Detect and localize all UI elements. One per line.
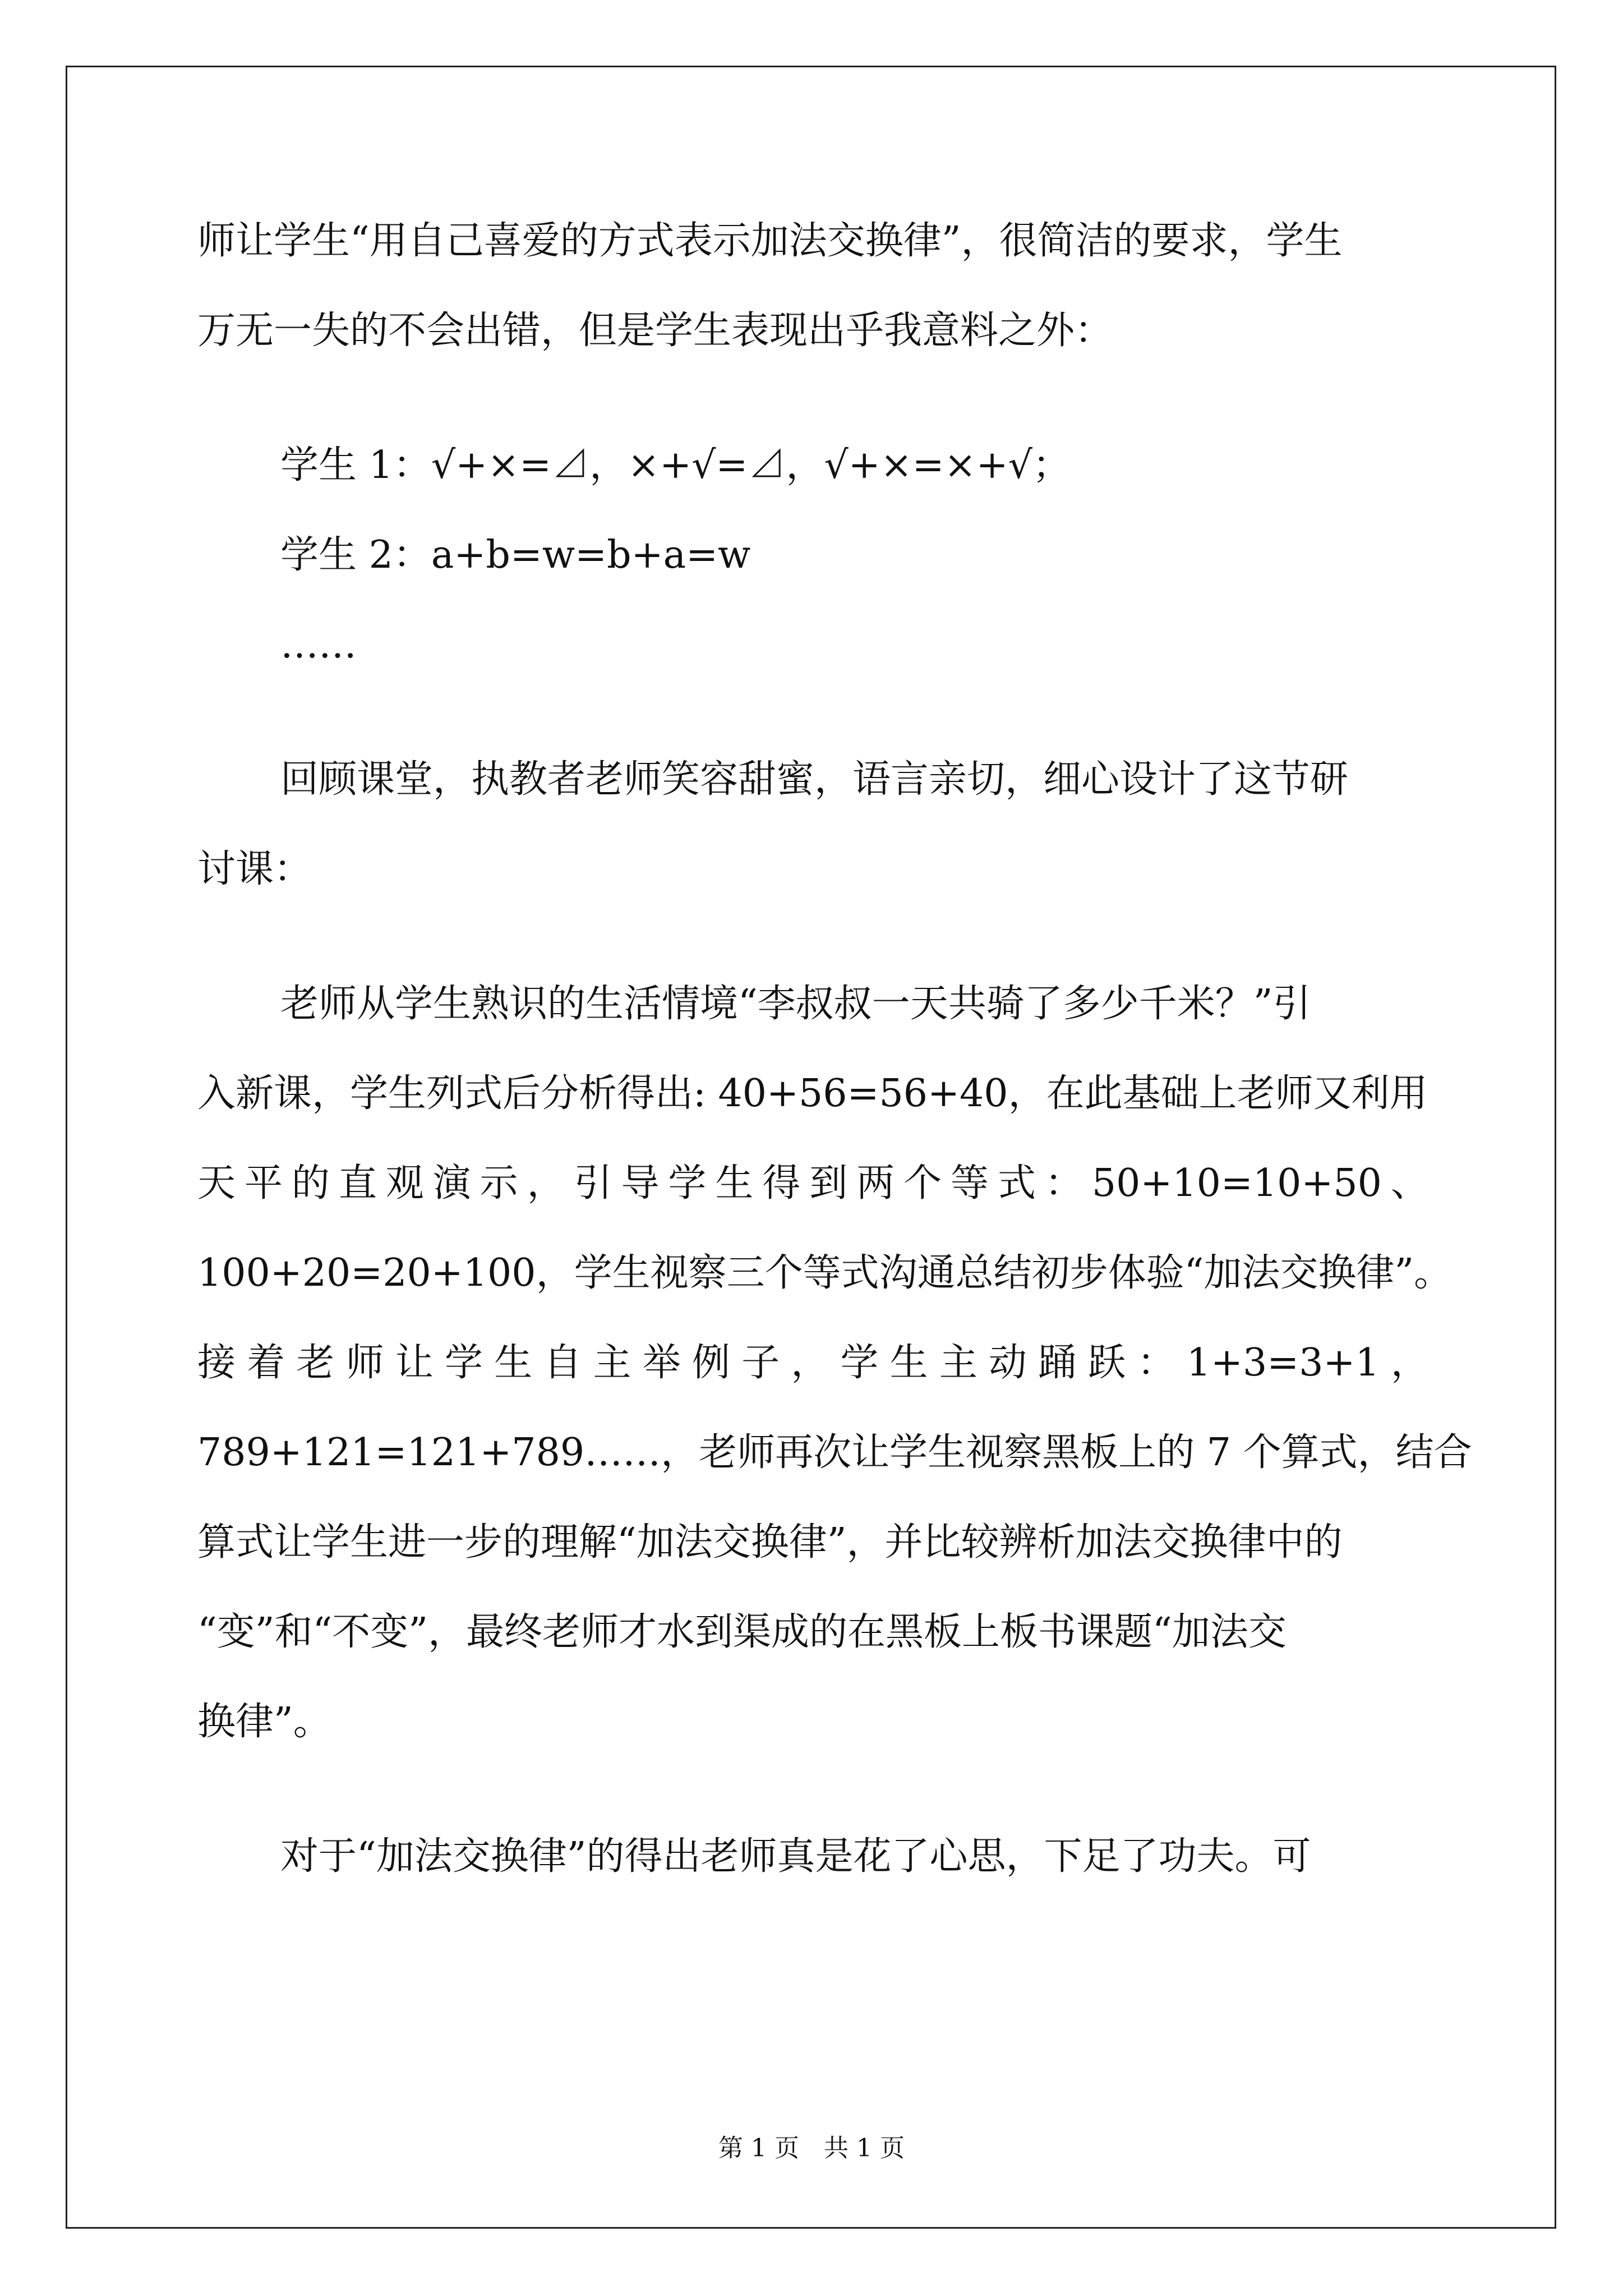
text-line: …… (280, 623, 357, 667)
text-line: 老师从学生熟识的生活情境“李叔叔一天共骑了多少千米？”引 (280, 982, 1311, 1026)
text-token: 示 (479, 1161, 518, 1205)
text-token: 1+3=3+1 (1186, 1341, 1380, 1385)
text-token: 、 (1390, 1161, 1429, 1205)
text-token: 生 (715, 1161, 754, 1205)
page-border (66, 66, 1556, 2229)
text-token: 到 (809, 1161, 848, 1205)
text-token: 接 (197, 1341, 236, 1385)
text-token: 主 (939, 1341, 978, 1385)
page-number: 第 1 页 共 1 页 (718, 2134, 905, 2162)
text-line: 师让学生“用自己喜爱的方式表示加法交换律”，很简洁的要求，学生 (197, 219, 1343, 263)
text-token: ， (527, 1161, 565, 1205)
text-line-justified (197, 1161, 1429, 1206)
text-line: 讨课： (197, 847, 312, 891)
text-token: 导 (621, 1161, 660, 1205)
text-token: 50+10=10+50 (1091, 1161, 1382, 1205)
text-token: 演 (432, 1161, 471, 1205)
text-line: “变”和“不变”，最终老师才水到渠成的在黑板上板书课题“加法交 (197, 1610, 1287, 1654)
text-token: 得 (762, 1161, 801, 1205)
text-token: 举 (642, 1341, 681, 1385)
text-token: 个 (903, 1161, 942, 1205)
text-token: 观 (385, 1161, 424, 1205)
text-token: 直 (338, 1161, 377, 1205)
text-line: 学生 2：a+b=w=b+a=w (280, 533, 751, 577)
text-token: 两 (856, 1161, 895, 1205)
text-line: 对于“加法交换律”的得出老师真是花了心思，下足了功夫。可 (280, 1834, 1311, 1879)
text-line: 回顾课堂，执教者老师笑容甜蜜，语言亲切，细心设计了这节研 (280, 757, 1349, 802)
text-line-justified (197, 1341, 1429, 1386)
text-token: 等 (951, 1161, 989, 1205)
text-token: 老 (296, 1341, 335, 1385)
text-token: 子 (741, 1341, 780, 1385)
text-token: 跃 (1087, 1341, 1126, 1385)
text-token: 生 (494, 1341, 533, 1385)
text-token: 自 (543, 1341, 582, 1385)
text-token: 引 (574, 1161, 612, 1205)
text-token: ， (1390, 1341, 1429, 1385)
text-token: 式 (997, 1161, 1036, 1205)
text-token: 例 (691, 1341, 730, 1385)
text-line: 入新课，学生列式后分析得出: 40+56=56+40，在此基础上老师又利用 (197, 1071, 1428, 1116)
text-token: 生 (889, 1341, 928, 1385)
text-line: 学生 1：√+×=⊿，×+√=⊿，√+×=×+√； (280, 443, 1071, 487)
text-token: 动 (989, 1341, 1027, 1385)
text-token: 让 (395, 1341, 434, 1385)
text-token: 平 (244, 1161, 283, 1205)
text-token: 学 (444, 1341, 483, 1385)
text-token: 天 (197, 1161, 236, 1205)
text-token: 主 (593, 1341, 631, 1385)
text-token: 师 (345, 1341, 384, 1385)
text-token: 的 (291, 1161, 330, 1205)
text-line: 789+121=121+789……，老师再次让学生视察黑板上的 7 个算式，结合 (197, 1430, 1472, 1475)
text-line: 换律”。 (197, 1700, 331, 1744)
text-line: 100+20=20+100，学生视察三个等式沟通总结初步体验“加法交换律”。 (197, 1251, 1453, 1295)
text-token: 学 (840, 1341, 879, 1385)
text-token: ： (1044, 1161, 1083, 1205)
text-token: ： (1137, 1341, 1175, 1385)
text-line: 算式让学生进一步的理解“加法交换律”，并比较辨析加法交换律中的 (197, 1520, 1343, 1565)
text-token: ， (791, 1341, 829, 1385)
text-token: 着 (247, 1341, 285, 1385)
text-token: 踊 (1038, 1341, 1077, 1385)
text-token: 学 (668, 1161, 707, 1205)
text-line: 万无一失的不会出错，但是学生表现出乎我意料之外： (197, 309, 1113, 353)
